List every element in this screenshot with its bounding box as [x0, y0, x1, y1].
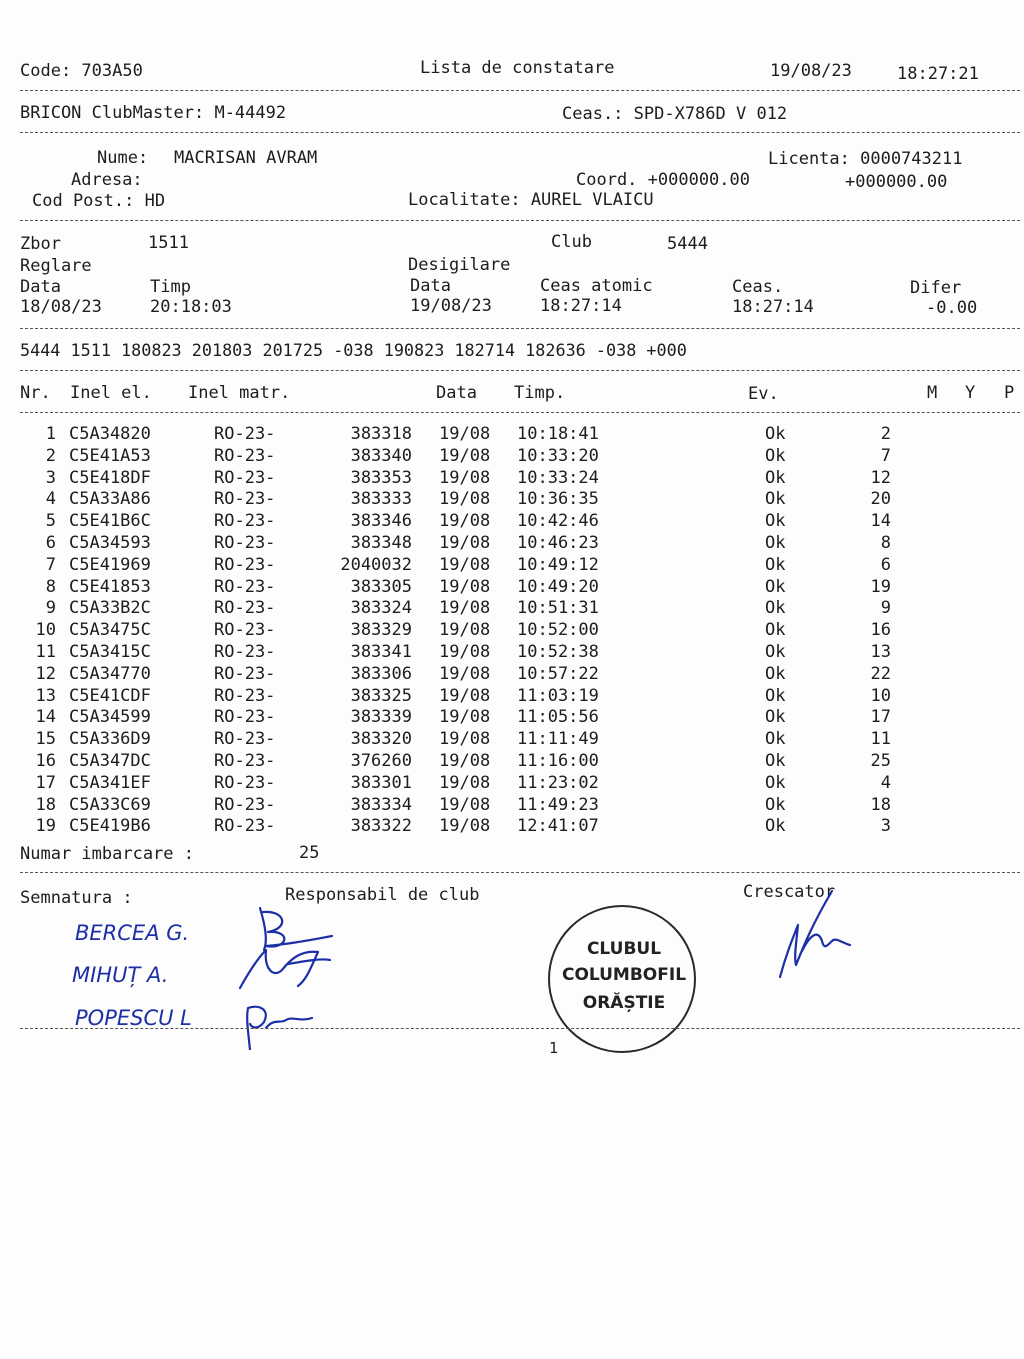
- club-stamp: [548, 905, 696, 1053]
- event-status: Ok: [765, 729, 786, 750]
- arrival-time: 11:23:02: [517, 772, 599, 793]
- club-official-name-3: POPESCU L: [75, 1006, 192, 1030]
- arrival-date: 19/08: [439, 685, 491, 706]
- divider: [20, 872, 1020, 873]
- event-status: Ok: [765, 598, 786, 619]
- arrival-time: 10:52:38: [517, 642, 599, 662]
- position: 22: [870, 663, 891, 684]
- position: 14: [870, 511, 891, 532]
- arrival-date: 19/08: [439, 445, 491, 466]
- arrival-date: 19/08: [439, 511, 491, 532]
- document-code: Code: 703A50: [20, 61, 143, 81]
- col-header-nr: Nr.: [20, 383, 51, 403]
- arrival-date: 19/08: [439, 576, 491, 597]
- difference-value: -0.00: [926, 298, 978, 318]
- table-row: [0, 772, 1024, 797]
- arrival-time: 12:41:07: [517, 816, 599, 837]
- event-status: Ok: [765, 620, 786, 641]
- name-label: Nume:: [97, 148, 149, 168]
- name-value: MACRISAN AVRAM: [174, 148, 318, 168]
- breeder-signature: [772, 885, 862, 985]
- arrival-date: 19/08: [439, 663, 491, 684]
- position: 20: [870, 489, 891, 510]
- electronic-ring: C5A33A86: [69, 489, 151, 510]
- arrival-time: 10:42:46: [517, 511, 599, 532]
- arrival-date: 19/08: [439, 707, 491, 728]
- unseal-date: 19/08/23: [410, 296, 492, 316]
- ring-prefix: RO-23-: [214, 445, 276, 466]
- divider: [20, 90, 1020, 91]
- table-row: [0, 753, 1024, 775]
- position: 9: [880, 598, 891, 619]
- ring-number: 383348: [350, 533, 412, 553]
- code-line: 5444 1511 180823 201803 201725 -038 190823 182714 182636 -038 +000: [20, 340, 687, 360]
- table-row: [0, 663, 1024, 688]
- ring-number: 383334: [350, 794, 412, 815]
- row-number: 15: [35, 729, 56, 750]
- divider: [20, 328, 1020, 329]
- table-row: [0, 445, 1024, 470]
- clock-time: 18:27:14: [732, 297, 814, 317]
- event-status: Ok: [765, 794, 786, 815]
- ring-number: 383340: [350, 445, 412, 466]
- arrival-time: 10:18:41: [517, 424, 599, 444]
- arrival-time: 10:57:22: [517, 663, 599, 684]
- position: 17: [870, 707, 891, 728]
- position: 18: [870, 794, 891, 815]
- row-number: 6: [45, 533, 56, 553]
- table-row: [0, 554, 1024, 579]
- postal-code: Cod Post.: HD: [32, 191, 166, 211]
- table-row: [0, 818, 1024, 840]
- print-time: 18:27:21: [897, 64, 979, 84]
- electronic-ring: C5E418DF: [69, 467, 151, 488]
- col-header-data: Data: [436, 383, 477, 403]
- arrival-date: 19/08: [439, 554, 491, 575]
- col-header-y: Y: [965, 383, 976, 403]
- arrival-time: 11:49:23: [517, 794, 599, 815]
- time-label: Timp: [150, 277, 191, 297]
- ring-number: 376260: [350, 751, 412, 771]
- arrival-date: 19/08: [439, 598, 491, 619]
- ring-prefix: RO-23-: [214, 751, 276, 771]
- col-header-ev: Ev.: [748, 384, 779, 404]
- position: 16: [870, 620, 891, 641]
- table-row: [0, 644, 1024, 666]
- position: 2: [880, 424, 891, 444]
- arrival-date: 19/08: [439, 533, 491, 553]
- electronic-ring: C5E41CDF: [69, 685, 151, 706]
- ring-number: 383324: [350, 598, 412, 619]
- arrival-time: 10:33:20: [517, 445, 599, 466]
- row-number: 7: [45, 554, 56, 575]
- ring-prefix: RO-23-: [214, 816, 276, 837]
- arrival-date: 19/08: [439, 729, 491, 750]
- electronic-ring: C5A341EF: [69, 772, 151, 793]
- ring-prefix: RO-23-: [214, 576, 276, 597]
- embarked-count-value: 25: [299, 843, 320, 863]
- position: 25: [870, 751, 891, 771]
- event-status: Ok: [765, 445, 786, 466]
- ring-number: 383306: [350, 663, 412, 684]
- flight-value: 1511: [148, 233, 189, 253]
- event-status: Ok: [765, 816, 786, 837]
- electronic-ring: C5E41A53: [69, 445, 151, 466]
- ring-prefix: RO-23-: [214, 467, 276, 488]
- coordinates-second: +000000.00: [845, 172, 948, 192]
- event-status: Ok: [765, 663, 786, 684]
- reglare-label: Reglare: [20, 256, 92, 276]
- event-status: Ok: [765, 751, 786, 771]
- electronic-ring: C5A33C69: [69, 794, 151, 815]
- row-number: 18: [35, 794, 56, 815]
- row-number: 12: [35, 663, 56, 684]
- event-status: Ok: [765, 533, 786, 553]
- ring-prefix: RO-23-: [214, 772, 276, 793]
- row-number: 14: [35, 707, 56, 728]
- event-status: Ok: [765, 554, 786, 575]
- desigilare-label: Desigilare: [408, 255, 511, 275]
- row-number: 3: [45, 467, 56, 488]
- arrival-time: 10:51:31: [517, 598, 599, 619]
- col-header-m: M: [927, 383, 938, 403]
- position: 3: [880, 816, 891, 837]
- stamp-line-1: CLUBUL: [586, 939, 662, 959]
- row-number: 16: [35, 751, 56, 771]
- electronic-ring: C5A34599: [69, 707, 151, 728]
- date-label-2: Data: [410, 276, 451, 296]
- electronic-ring: C5A336D9: [69, 729, 151, 750]
- ring-prefix: RO-23-: [214, 489, 276, 510]
- license: Licenta: 0000743211: [768, 149, 963, 169]
- position: 11: [870, 729, 891, 750]
- ring-prefix: RO-23-: [214, 598, 276, 619]
- arrival-date: 19/08: [439, 489, 491, 510]
- ring-prefix: RO-23-: [214, 794, 276, 815]
- table-row: [0, 622, 1024, 644]
- row-number: 8: [45, 576, 56, 597]
- row-number: 19: [35, 816, 56, 837]
- arrival-date: 19/08: [439, 751, 491, 771]
- arrival-time: 10:36:35: [517, 489, 599, 510]
- setting-time: 20:18:03: [150, 297, 232, 317]
- arrival-time: 10:46:23: [517, 533, 599, 553]
- setting-date: 18/08/23: [20, 297, 102, 317]
- date-label: Data: [20, 277, 61, 297]
- electronic-ring: C5A34593: [69, 533, 151, 553]
- embarked-count-label: Numar imbarcare :: [20, 844, 194, 864]
- row-number: 11: [35, 642, 56, 662]
- event-status: Ok: [765, 707, 786, 728]
- position: 7: [880, 445, 891, 466]
- address-label: Adresa:: [71, 170, 143, 190]
- table-row: [0, 426, 1024, 448]
- print-date: 19/08/23: [770, 61, 852, 81]
- divider: [20, 370, 1020, 371]
- ring-number: 383322: [350, 816, 412, 837]
- table-row: [0, 467, 1024, 492]
- row-number: 5: [45, 511, 56, 532]
- arrival-time: 10:33:24: [517, 467, 599, 488]
- row-number: 17: [35, 772, 56, 793]
- ring-number: 383305: [350, 576, 412, 597]
- table-row: [0, 731, 1024, 753]
- electronic-ring: C5A34820: [69, 424, 151, 444]
- table-row: [0, 709, 1024, 731]
- electronic-ring: C5E41969: [69, 554, 151, 575]
- event-status: Ok: [765, 642, 786, 662]
- club-official-name-2: MIHUȚ A.: [72, 963, 169, 987]
- table-row: [0, 685, 1024, 710]
- arrival-time: 10:52:00: [517, 620, 599, 641]
- locality: Localitate: AUREL VLAICU: [408, 190, 654, 210]
- event-status: Ok: [765, 772, 786, 793]
- divider: [20, 132, 1020, 133]
- ring-prefix: RO-23-: [214, 620, 276, 641]
- electronic-ring: C5A33B2C: [69, 598, 151, 619]
- clock-label: Ceas.: [732, 277, 784, 297]
- ring-prefix: RO-23-: [214, 707, 276, 728]
- ring-prefix: RO-23-: [214, 533, 276, 553]
- atomic-clock-label: Ceas atomic: [540, 276, 653, 296]
- coordinates: Coord. +000000.00: [576, 170, 750, 190]
- ring-number: 383329: [350, 620, 412, 641]
- row-number: 1: [45, 424, 56, 444]
- ring-number: 383333: [350, 489, 412, 510]
- row-number: 2: [45, 445, 56, 466]
- stamp-line-3: ORĂȘTIE: [582, 993, 666, 1013]
- arrival-date: 19/08: [439, 816, 491, 837]
- ring-number: 383301: [350, 772, 412, 793]
- row-number: 10: [35, 620, 56, 641]
- position: 13: [870, 642, 891, 662]
- signature-label: Semnatura :: [20, 888, 133, 908]
- arrival-date: 19/08: [439, 642, 491, 662]
- arrival-time: 11:16:00: [517, 751, 599, 771]
- divider: [20, 412, 1020, 413]
- breeder-label: Crescator: [743, 882, 836, 902]
- arrival-time: 11:05:56: [517, 707, 599, 728]
- ring-prefix: RO-23-: [214, 511, 276, 532]
- position: 4: [880, 772, 891, 793]
- ring-prefix: RO-23-: [214, 729, 276, 750]
- ring-number: 383346: [350, 511, 412, 532]
- divider: [20, 1028, 1020, 1029]
- event-status: Ok: [765, 576, 786, 597]
- position: 8: [880, 533, 891, 553]
- clock-id: Ceas.: SPD-X786D V 012: [562, 104, 788, 124]
- row-number: 9: [45, 598, 56, 619]
- table-row: [0, 535, 1024, 557]
- ring-prefix: RO-23-: [214, 663, 276, 684]
- ring-number: 2040032: [340, 554, 412, 575]
- electronic-ring: C5E41B6C: [69, 511, 151, 532]
- position: 6: [880, 554, 891, 575]
- electronic-ring: C5E419B6: [69, 816, 151, 837]
- arrival-date: 19/08: [439, 467, 491, 488]
- arrival-date: 19/08: [439, 772, 491, 793]
- electronic-ring: C5E41853: [69, 576, 151, 597]
- arrival-time: 11:03:19: [517, 685, 599, 706]
- club-label: Club: [551, 232, 592, 252]
- ring-number: 383325: [350, 685, 412, 706]
- ring-prefix: RO-23-: [214, 685, 276, 706]
- ring-number: 383320: [350, 729, 412, 750]
- ring-prefix: RO-23-: [214, 642, 276, 662]
- arrival-time: 11:11:49: [517, 729, 599, 750]
- col-header-inel-el: Inel el.: [70, 383, 152, 403]
- table-row: [0, 513, 1024, 535]
- row-number: 13: [35, 685, 56, 706]
- flight-label: Zbor: [20, 234, 61, 254]
- difference-label: Difer: [910, 278, 962, 298]
- electronic-ring: C5A3475C: [69, 620, 151, 641]
- arrival-date: 19/08: [439, 424, 491, 444]
- club-responsible-label: Responsabil de club: [285, 885, 480, 905]
- arrival-date: 19/08: [439, 620, 491, 641]
- electronic-ring: C5A347DC: [69, 751, 151, 771]
- row-number: 4: [45, 489, 56, 510]
- atomic-time: 18:27:14: [540, 296, 622, 316]
- table-row: [0, 491, 1024, 513]
- clubmaster-device: BRICON ClubMaster: M-44492: [20, 103, 287, 123]
- club-value: 5444: [667, 234, 708, 254]
- electronic-ring: C5A34770: [69, 663, 151, 684]
- event-status: Ok: [765, 467, 786, 488]
- col-header-timp: Timp.: [514, 383, 566, 403]
- event-status: Ok: [765, 489, 786, 510]
- club-official-name-1: BERCEA G.: [75, 921, 190, 945]
- ring-number: 383318: [350, 424, 412, 444]
- event-status: Ok: [765, 424, 786, 444]
- ring-prefix: RO-23-: [214, 424, 276, 444]
- divider: [20, 220, 1020, 221]
- arrival-date: 19/08: [439, 794, 491, 815]
- arrival-time: 10:49:12: [517, 554, 599, 575]
- arrival-time: 10:49:20: [517, 576, 599, 597]
- ring-number: 383339: [350, 707, 412, 728]
- event-status: Ok: [765, 511, 786, 532]
- position: 19: [870, 576, 891, 597]
- col-header-inel-matr: Inel matr.: [188, 383, 291, 403]
- stamp-line-2: COLUMBOFIL: [561, 965, 687, 985]
- ring-prefix: RO-23-: [214, 554, 276, 575]
- electronic-ring: C5A3415C: [69, 642, 151, 662]
- ring-number: 383353: [350, 467, 412, 488]
- ring-number: 383341: [350, 642, 412, 662]
- col-header-p: P: [1004, 383, 1015, 403]
- event-status: Ok: [765, 685, 786, 706]
- page-number: 1: [549, 1039, 559, 1057]
- table-row: [0, 576, 1024, 601]
- document-title: Lista de constatare: [420, 58, 615, 78]
- position: 12: [870, 467, 891, 488]
- position: 10: [870, 685, 891, 706]
- table-row: [0, 794, 1024, 819]
- table-row: [0, 600, 1024, 622]
